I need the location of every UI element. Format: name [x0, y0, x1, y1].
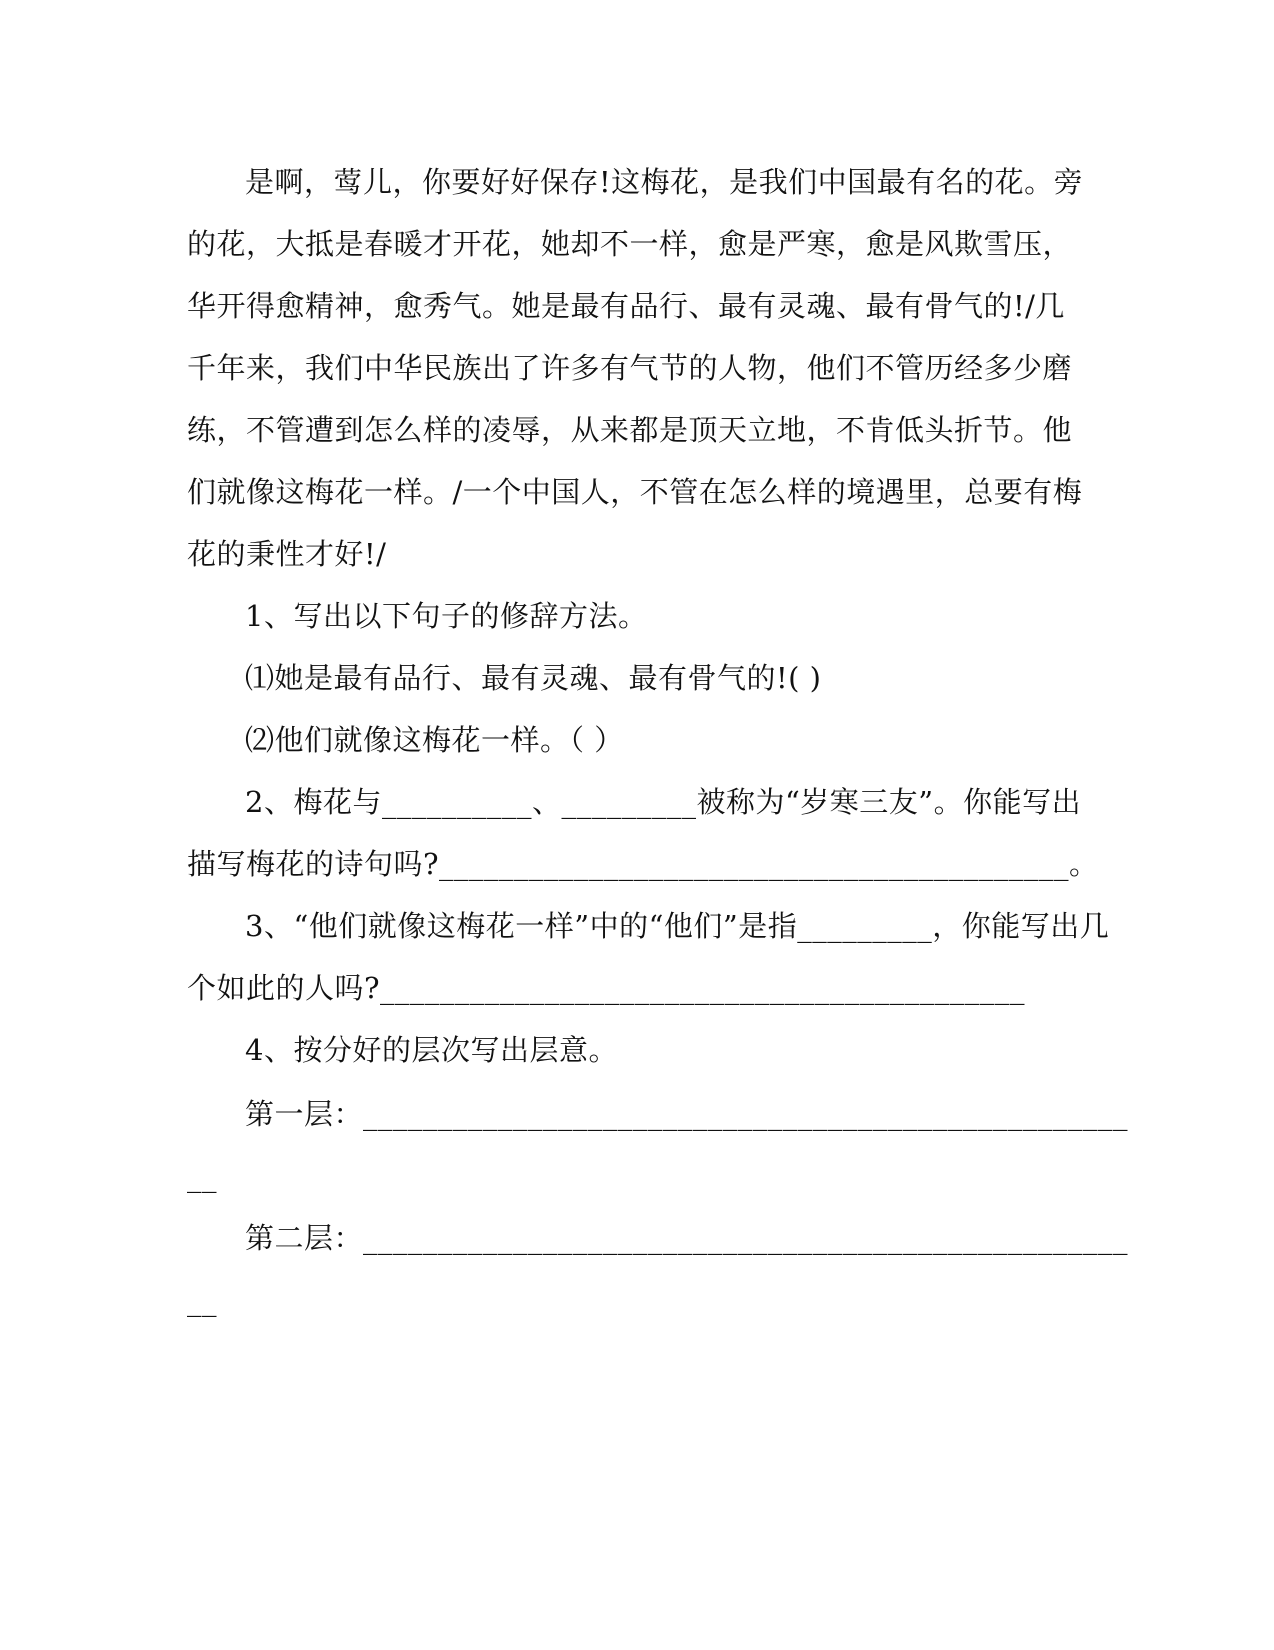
- layer-1-answer-continuation: __: [187, 1159, 217, 1193]
- layer-2-answer-line: 第二层：___________________________________________________: [245, 1221, 1129, 1255]
- question-4: 4、按分好的层次写出层意。: [245, 1033, 618, 1067]
- question-1-item-1: ⑴她是最有品行、最有灵魂、最有骨气的!( ): [245, 661, 822, 695]
- question-1: 1、写出以下句子的修辞方法。: [245, 599, 648, 633]
- question-2-line-2: 描写梅花的诗句吗?__________________________________________。: [187, 847, 1099, 881]
- question-2-line-1: 2、梅花与__________、_________被称为“岁寒三友”。你能写出: [245, 785, 1082, 819]
- question-3-line-1: 3、“他们就像这梅花一样”中的“他们”是指_________，你能写出几: [245, 909, 1110, 943]
- passage-line: 是啊，莺儿，你要好好保存!这梅花，是我们中国最有名的花。旁: [245, 165, 1084, 199]
- question-3-line-2: 个如此的人吗?___________________________________________: [187, 971, 1026, 1005]
- passage-line: 千年来，我们中华民族出了许多有气节的人物，他们不管历经多少磨: [187, 351, 1073, 385]
- passage-line: 练，不管遭到怎么样的凌辱，从来都是顶天立地，不肯低头折节。他: [187, 413, 1073, 447]
- question-1-item-2: ⑵他们就像这梅花一样。（ ）: [245, 723, 624, 757]
- passage-line: 们就像这梅花一样。/一个中国人，不管在怎么样的境遇里，总要有梅: [187, 475, 1083, 509]
- passage-line: 的花，大抵是春暖才开花，她却不一样，愈是严寒，愈是风欺雪压，: [187, 227, 1073, 261]
- layer-1-answer-line: 第一层：___________________________________________________: [245, 1097, 1129, 1131]
- passage-line: 花的秉性才好!/: [187, 537, 387, 571]
- passage-line: 华开得愈精神，愈秀气。她是最有品行、最有灵魂、最有骨气的!/几: [187, 289, 1065, 323]
- layer-2-answer-continuation: __: [187, 1283, 217, 1317]
